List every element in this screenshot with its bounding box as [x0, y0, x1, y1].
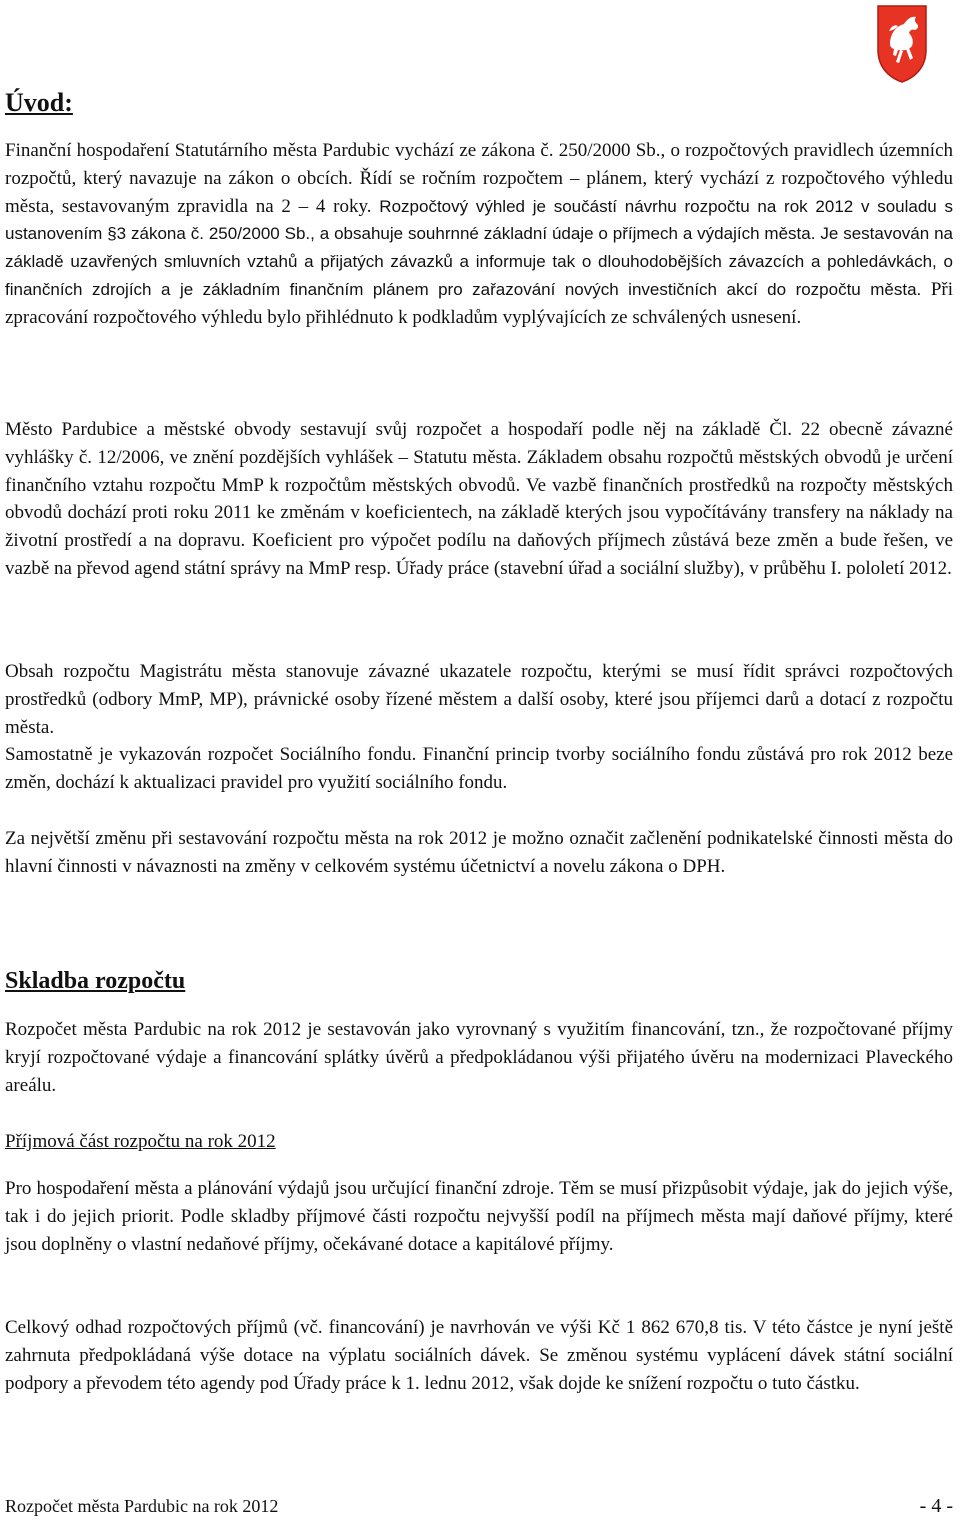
intro-sentence-2: Rozpočtový výhled je součástí návrhu rozpočtu na rok 2012 v souladu s ustanovením §3 zákona č. 250/2000 Sb., a obsahuje souhrnné základní údaje o příjmech a výdajích města. — [5, 196, 953, 244]
pardubice-coat-of-arms-icon — [876, 4, 928, 84]
intro-sentence-3: Je sestavován na základě uzavřených smluvních vztahů a přijatých závazků a informuje tak o dlouhodobějších závazcích a pohledávkách, o finančních zdrojích a je základním finančním plánem pro zařazování nových investičních akcí do rozpočtu města. — [5, 224, 954, 299]
paragraph-income-estimate: Celkový odhad rozpočtových příjmů (vč. financování) je navrhován ve výši Kč 1 862 670,8 tis. V této částce je nyní ještě zahrnuta předpokládaná výše dotace na výplatu sociálních dávek. Se změnou systému vyplácení dávek státní sociální podpory a převodem této agendy pod Úřady práce k 1. lednu 2012, však dojde ke snížení rozpočtu o tuto částku. — [5, 1317, 953, 1394]
heading-intro: Úvod: — [5, 88, 73, 117]
paragraph-budget-structure: Rozpočet města Pardubic na rok 2012 je sestavován jako vyrovnaný s využitím financování, tzn., že rozpočtované příjmy kryjí rozpočtované výdaje a financování splátky úvěrů a předpokládanou výši přijatého úvěru na modernizaci Plaveckého areálu. — [5, 1019, 953, 1096]
paragraph-magistrate-budget: Obsah rozpočtu Magistrátu města stanovuje závazné ukazatele rozpočtu, kterými se musí řídit správci rozpočtových prostředků (odbory MmP, MP), právnické osoby řízené městem a další osoby, které jsou příjemci darů a dotací z rozpočtu města. — [5, 661, 953, 738]
page-footer — [5, 1494, 953, 1518]
intro-sentence-1: Finanční hospodaření Statutárního města Pardubic vychází ze zákona č. 250/2000 Sb., o rozpočtových pravidlech územních rozpočtů, který navazuje na zákon o obcích. Řídí se ročním rozpočtem – plánem, který vychází z rozpočtového výhledu města, sestavovaným zpravidla na 2 – 4 roky. — [5, 140, 953, 217]
footer-title: Rozpočet města Pardubic na rok 2012 — [5, 1496, 279, 1516]
paragraph-social-fund: Samostatně je vykazován rozpočet Sociálního fondu. Finanční princip tvorby sociálního fondu zůstává pro rok 2012 beze změn, dochází k aktualizaci pravidel pro využití sociálního fondu. — [5, 744, 953, 793]
paragraph-income-sources: Pro hospodaření města a plánování výdajů jsou určující finanční zdroje. Těm se musí přizpůsobit výdaje, jak do jejich výše, tak i do jejich priorit. Podle skladby příjmové části rozpočtu nejvyšší podíl na příjmech města mají daňové příjmy, které jsou doplněny o vlastní nedaňové příjmy, očekávané dotace a kapitálové příjmy. — [5, 1178, 953, 1255]
intro-sentence-4: Při zpracování rozpočtového výhledu bylo přihlédnuto k podkladům vyplývajících ze schválených usnesení. — [5, 278, 953, 328]
page-number: - 4 - — [919, 1495, 953, 1517]
heading-budget-structure: Skladba rozpočtu — [5, 968, 186, 994]
paragraph-city-districts: Město Pardubice a městské obvody sestavují svůj rozpočet a hospodaří podle něj na základě Čl. 22 obecně závazné vyhlášky č. 12/2006, ve znění pozdějších vyhlášek – Statutu města. Základem obsahu rozpočtů městských obvodů je určení finančního vztahu rozpočtu MmP k rozpočtům městských obvodů. Ve vazbě finančních prostředků na rozpočty městských obvodů dochází proti roku 2011 ke změnám v koeficientech, na základě kterých jsou vypočítávány transfery na náklady na životní prostředí a na dopravu. Koeficient pro výpočet podílu na daňových příjmech zůstává beze změn a bude řešen, ve vazbě na převod agend státní správy na MmP resp. Úřady práce (stavební úřad a sociální služby), v průběhu I. pololetí 2012. — [5, 419, 953, 579]
heading-income-part: Příjmová část rozpočtu na rok 2012 — [5, 1131, 276, 1152]
paragraph-intro — [5, 137, 953, 332]
paragraph-biggest-change: Za největší změnu při sestavování rozpočtu města na rok 2012 je možno označit začlenění podnikatelské činnosti města do hlavní činnosti v návaznosti na změny v celkovém systému účetnictví a novelu zákona o DPH. — [5, 828, 953, 877]
